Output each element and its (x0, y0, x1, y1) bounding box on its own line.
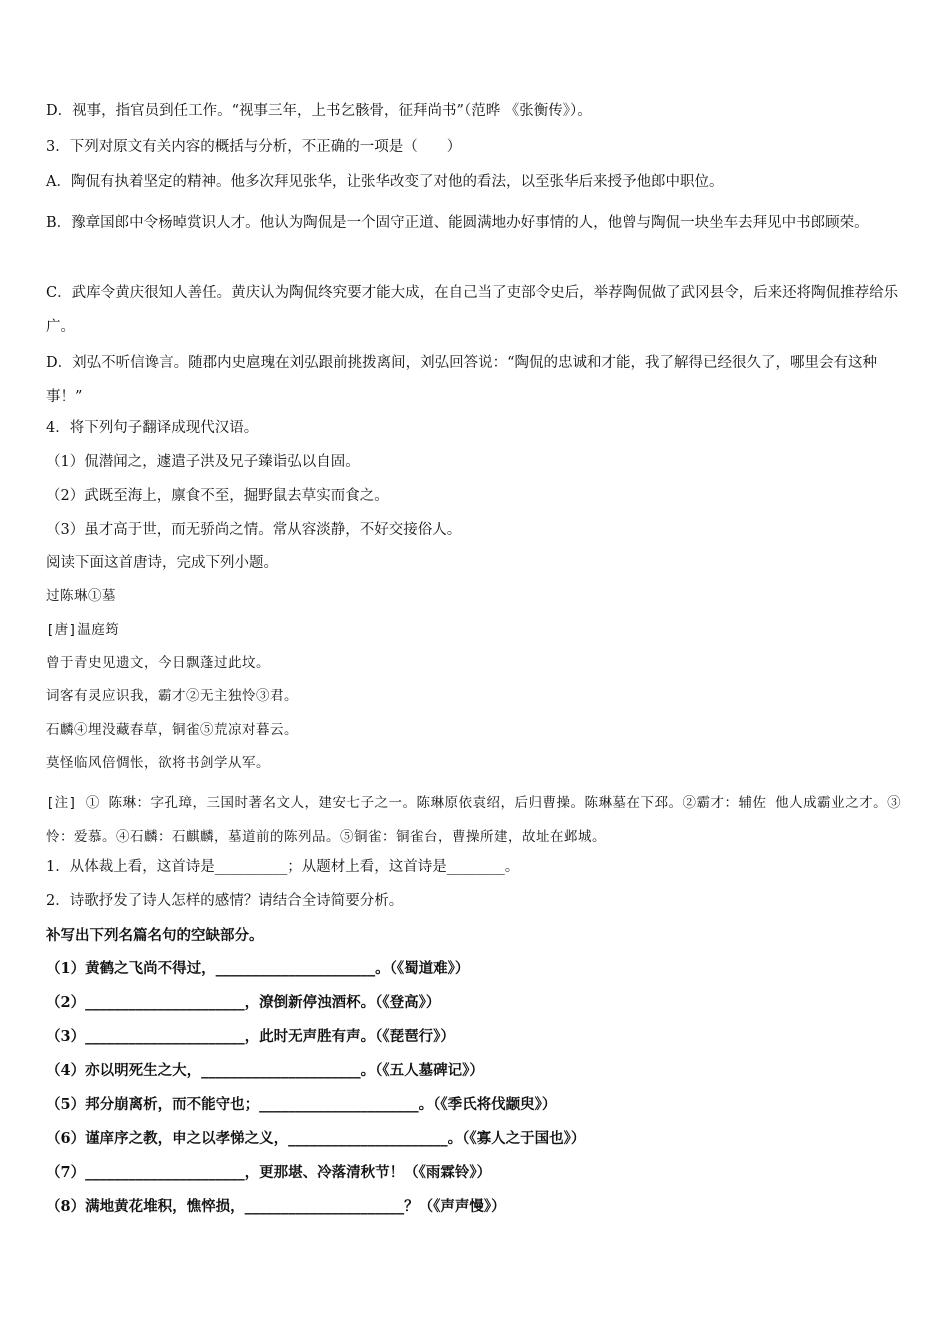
poem-line: 石麟④埋没藏春草，铜雀⑤荒凉对暮云。 (46, 722, 298, 738)
q4-sentence-2: （2）武既至海上，廪食不至，掘野鼠去草实而食之。 (46, 488, 389, 504)
q3-option-b: B．豫章国郎中令杨晫赏识人才。他认为陶侃是一个固守正道、能圆满地办好事情的人，他曾与陶侃一块坐车去拜见中书郎顾荣。 (46, 215, 869, 231)
q4-sentence-1: （1）侃潜闻之，遽遣子洪及兄子臻诣弘以自固。 (46, 454, 360, 470)
poem-author: [唐]温庭筠 (46, 622, 120, 638)
fill-in-item: （2）______________________，潦倒新停浊酒杯。（《登高》） (46, 994, 441, 1011)
fill-in-item: （1）黄鹤之飞尚不得过，______________________。（《蜀道难》） (46, 960, 470, 977)
poem-line: 莫怪临风倍惆怅，欲将书剑学从军。 (46, 755, 270, 771)
fill-in-item: （5）邦分崩离析，而不能守也；______________________。（《季氏将伐颛臾》） (46, 1096, 557, 1113)
poem-title: 过陈琳①墓 (46, 588, 116, 604)
poem-question-2: 2．诗歌抒发了诗人怎样的感情？请结合全诗简要分析。 (46, 893, 404, 909)
q4-sentence-3: （3）虽才高于世，而无骄尚之情。常从容淡静，不好交接俗人。 (46, 522, 462, 538)
fill-in-heading: 补写出下列名篇名句的空缺部分。 (46, 927, 264, 944)
poem-line: 曾于青史见遗文，今日飘蓬过此坟。 (46, 655, 270, 671)
poem-intro: 阅读下面这首唐诗，完成下列小题。 (46, 555, 278, 571)
fill-in-item: （6）谨庠序之教，申之以孝悌之义，______________________。（《寡人之于国也》） (46, 1130, 586, 1147)
poem-question-1: 1．从体裁上看，这首诗是__________；从题材上看，这首诗是________。 (46, 859, 520, 875)
q3-option-c: C．武库令黄庆很知人善任。黄庆认为陶侃终究要才能大成，在自己当了吏部令史后，举荐陶侃做了武冈县令，后来还将陶侃推荐给乐广。 (46, 285, 899, 335)
fill-in-item: （7）______________________，更那堪、冷落清秋节！（《雨霖铃》） (46, 1164, 492, 1181)
poem-line: 词客有灵应识我，霸才②无主独怜③君。 (46, 688, 298, 704)
q3-stem: 3．下列对原文有关内容的概括与分析，不正确的一项是（ ） (46, 139, 462, 155)
q3-option-a: A．陶侃有执着坚定的精神。他多次拜见张华，让张华改变了对他的看法，以至张华后来授予他郎中职位。 (46, 174, 724, 190)
fill-in-item: （3）______________________，此时无声胜有声。（《琵琶行》） (46, 1028, 455, 1045)
poem-note: [注] ① 陈琳：字孔璋，三国时著名文人，建安七子之一。陈琳原依袁绍，后归曹操。陈琳墓在下邳。②霸才：辅佐 他人成霸业之才。③怜：爱慕。④石麟：石麒麟，墓道前的陈列品。⑤铜雀：铜雀台，曹操所建，故址在邺城。 (46, 795, 902, 845)
q2-option-d: D．视事，指官员到任工作。“视事三年，上书乞骸骨，征拜尚书”（范晔 《张衡传》）。 (46, 103, 592, 119)
fill-in-item: （4）亦以明死生之大，______________________。（《五人墓碑记》） (46, 1062, 484, 1079)
q4-stem: 4．将下列句子翻译成现代汉语。 (46, 420, 259, 436)
fill-in-item: （8）满地黄花堆积，憔悴损，______________________？（《声声慢》） (46, 1198, 506, 1215)
q3-option-d: D．刘弘不听信谗言。随郡内史扈瑰在刘弘跟前挑拨离间，刘弘回答说：“陶侃的忠诚和才能，我了解得已经很久了，哪里会有这种事！” (46, 355, 878, 405)
